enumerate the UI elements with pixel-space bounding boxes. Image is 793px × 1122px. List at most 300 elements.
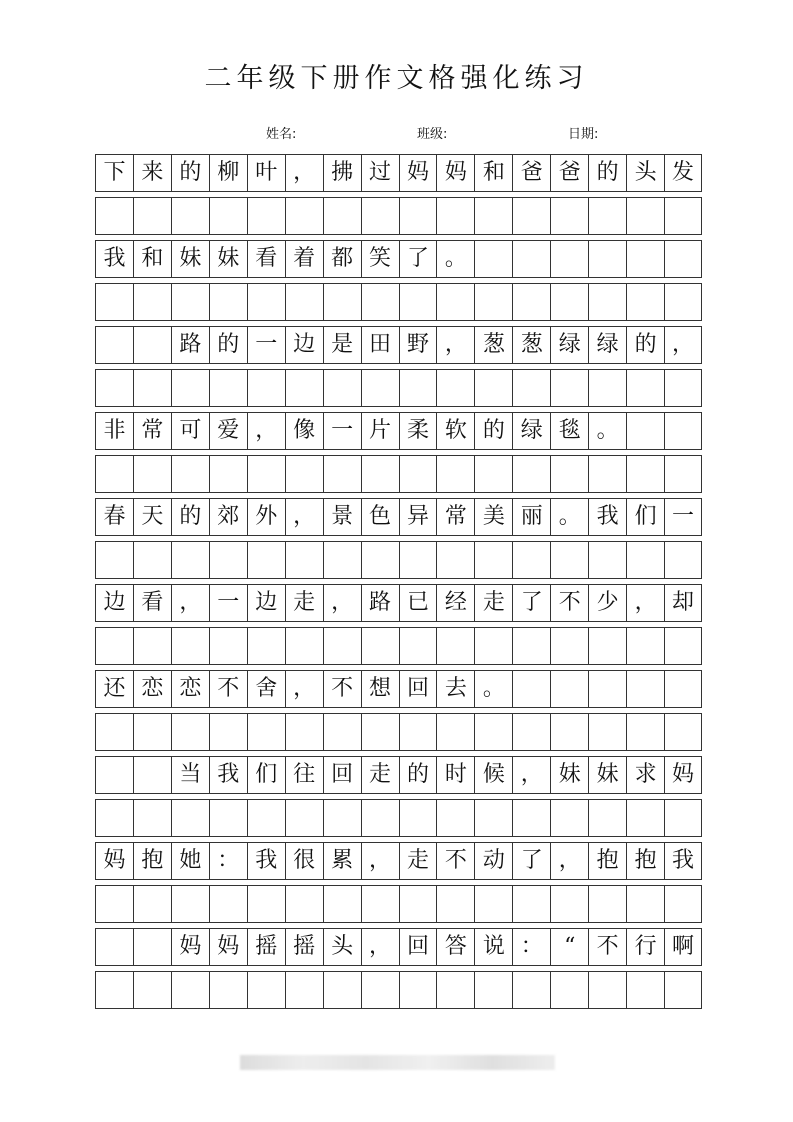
- grid-cell: 我: [209, 757, 247, 793]
- grid-cell: 行: [626, 929, 664, 965]
- grid-cell: [209, 886, 247, 922]
- grid-cell: [323, 886, 361, 922]
- grid-cell: [550, 800, 588, 836]
- grid-cell: ，: [247, 413, 285, 449]
- grid-cell: 异: [399, 499, 437, 535]
- grid-row: [95, 326, 702, 364]
- grid-cell: [436, 456, 474, 492]
- grid-cell: [361, 542, 399, 578]
- grid-cell: [664, 241, 702, 277]
- grid-cell: [361, 370, 399, 406]
- grid-cell: [171, 542, 209, 578]
- grid-cell: 。: [436, 241, 474, 277]
- grid-cell: 。: [474, 671, 512, 707]
- grid-cell: 不: [323, 671, 361, 707]
- grid-cell: [399, 800, 437, 836]
- grid-cell: [247, 714, 285, 750]
- grid-cell: 的: [209, 327, 247, 363]
- grid-cell: 已: [399, 585, 437, 621]
- grid-cell: [399, 714, 437, 750]
- grid-cell: 绿: [588, 327, 626, 363]
- grid-cell: [399, 972, 437, 1008]
- grid-cell: 一: [664, 499, 702, 535]
- grid-cell: 求: [626, 757, 664, 793]
- page-title: 二年级下册作文格强化练习: [204, 63, 589, 94]
- grid-cell: [512, 370, 550, 406]
- grid-cell: [399, 542, 437, 578]
- grid-cell: [323, 972, 361, 1008]
- grid-cell: 妹: [171, 241, 209, 277]
- grid-cell: 妹: [588, 757, 626, 793]
- grid-cell: [474, 628, 512, 664]
- grid-cell: [171, 972, 209, 1008]
- grid-cell: [133, 456, 171, 492]
- grid-row: [95, 197, 702, 235]
- grid-cell: 景: [323, 499, 361, 535]
- grid-cell: [285, 370, 323, 406]
- grid-cell: [209, 800, 247, 836]
- grid-row: [95, 412, 702, 450]
- grid-cell: 了: [399, 241, 437, 277]
- grid-cell: 发: [664, 155, 702, 191]
- grid-cell: [664, 886, 702, 922]
- grid-cell: [512, 714, 550, 750]
- grid-cell: [588, 671, 626, 707]
- grid-cell: [323, 456, 361, 492]
- grid-cell: [95, 542, 133, 578]
- grid-cell: [626, 456, 664, 492]
- grid-cell: [171, 198, 209, 234]
- grid-cell: [133, 757, 171, 793]
- grid-cell: 回: [323, 757, 361, 793]
- grid-cell: [285, 284, 323, 320]
- grid-cell: [550, 456, 588, 492]
- grid-cell: 还: [95, 671, 133, 707]
- grid-cell: [436, 714, 474, 750]
- grid-cell: 的: [474, 413, 512, 449]
- grid-cell: [626, 972, 664, 1008]
- grid-cell: [588, 972, 626, 1008]
- grid-cell: 妈: [664, 757, 702, 793]
- grid-cell: 边: [285, 327, 323, 363]
- grid-cell: 和: [474, 155, 512, 191]
- grid-cell: 走: [361, 757, 399, 793]
- grid-cell: [626, 714, 664, 750]
- grid-cell: 绿: [550, 327, 588, 363]
- grid-cell: [626, 413, 664, 449]
- grid-row: [95, 885, 702, 923]
- grid-cell: ，: [626, 585, 664, 621]
- grid-cell: [323, 542, 361, 578]
- grid-cell: [247, 972, 285, 1008]
- grid-cell: [399, 886, 437, 922]
- grid-cell: 的: [171, 499, 209, 535]
- grid-cell: [626, 370, 664, 406]
- grid-cell: 一: [323, 413, 361, 449]
- grid-cell: [133, 628, 171, 664]
- grid-row: [95, 154, 702, 192]
- grid-cell: ，: [436, 327, 474, 363]
- grid-cell: 时: [436, 757, 474, 793]
- grid-cell: 累: [323, 843, 361, 879]
- grid-cell: 们: [626, 499, 664, 535]
- grid-cell: [474, 241, 512, 277]
- grid-cell: [550, 972, 588, 1008]
- grid-cell: 妈: [399, 155, 437, 191]
- grid-cell: [95, 327, 133, 363]
- grid-row: [95, 498, 702, 536]
- grid-cell: 恋: [133, 671, 171, 707]
- grid-cell: 。: [550, 499, 588, 535]
- grid-cell: 她: [171, 843, 209, 879]
- grid-cell: [512, 284, 550, 320]
- grid-cell: 软: [436, 413, 474, 449]
- grid-cell: [474, 972, 512, 1008]
- grid-cell: “: [550, 929, 588, 965]
- grid-cell: [171, 714, 209, 750]
- grid-cell: [550, 671, 588, 707]
- grid-cell: ：: [209, 843, 247, 879]
- grid-cell: 毯: [550, 413, 588, 449]
- grid-cell: 柳: [209, 155, 247, 191]
- grid-row: [95, 455, 702, 493]
- grid-cell: 回: [399, 929, 437, 965]
- grid-cell: [588, 284, 626, 320]
- grid-cell: 一: [209, 585, 247, 621]
- grid-row: [95, 240, 702, 278]
- grid-cell: [512, 671, 550, 707]
- grid-cell: [626, 198, 664, 234]
- grid-cell: [209, 972, 247, 1008]
- grid-cell: [588, 456, 626, 492]
- grid-cell: 却: [664, 585, 702, 621]
- grid-row: [95, 799, 702, 837]
- grid-cell: 边: [247, 585, 285, 621]
- grid-cell: [626, 671, 664, 707]
- grid-cell: 外: [247, 499, 285, 535]
- grid-cell: ，: [285, 155, 323, 191]
- grid-cell: [664, 198, 702, 234]
- grid-cell: 很: [285, 843, 323, 879]
- grid-cell: [664, 370, 702, 406]
- grid-cell: 边: [95, 585, 133, 621]
- grid-cell: [285, 714, 323, 750]
- grid-cell: 去: [436, 671, 474, 707]
- grid-cell: [664, 800, 702, 836]
- grid-cell: [588, 542, 626, 578]
- grid-cell: [436, 542, 474, 578]
- grid-cell: 我: [664, 843, 702, 879]
- grid-cell: [95, 886, 133, 922]
- grid-cell: 是: [323, 327, 361, 363]
- grid-cell: [361, 456, 399, 492]
- grid-cell: 爱: [209, 413, 247, 449]
- grid-cell: [95, 972, 133, 1008]
- grid-cell: 的: [399, 757, 437, 793]
- grid-cell: [436, 284, 474, 320]
- grid-cell: 我: [247, 843, 285, 879]
- grid-cell: [247, 886, 285, 922]
- grid-cell: [512, 800, 550, 836]
- grid-cell: [95, 284, 133, 320]
- grid-cell: 路: [361, 585, 399, 621]
- grid-cell: 了: [512, 843, 550, 879]
- grid-cell: [133, 327, 171, 363]
- grid-cell: [588, 370, 626, 406]
- grid-cell: 丽: [512, 499, 550, 535]
- grid-cell: [323, 198, 361, 234]
- grid-cell: ：: [512, 929, 550, 965]
- grid-cell: [436, 628, 474, 664]
- grid-cell: [664, 972, 702, 1008]
- grid-cell: 回: [399, 671, 437, 707]
- grid-cell: 常: [133, 413, 171, 449]
- grid-cell: [664, 284, 702, 320]
- grid-cell: [550, 886, 588, 922]
- grid-cell: [512, 198, 550, 234]
- grid-cell: [133, 886, 171, 922]
- grid-cell: [512, 628, 550, 664]
- grid-cell: [550, 542, 588, 578]
- grid-cell: ，: [361, 843, 399, 879]
- grid-cell: [133, 714, 171, 750]
- grid-cell: [323, 800, 361, 836]
- grid-cell: [323, 284, 361, 320]
- grid-cell: ，: [512, 757, 550, 793]
- grid-cell: [285, 886, 323, 922]
- grid-cell: 来: [133, 155, 171, 191]
- grid-cell: [512, 241, 550, 277]
- grid-cell: 的: [626, 327, 664, 363]
- grid-cell: [512, 542, 550, 578]
- grid-cell: [436, 972, 474, 1008]
- grid-cell: 经: [436, 585, 474, 621]
- grid-cell: 葱: [474, 327, 512, 363]
- grid-cell: 动: [474, 843, 512, 879]
- grid-cell: 柔: [399, 413, 437, 449]
- grid-row: [95, 928, 702, 966]
- grid-cell: 们: [247, 757, 285, 793]
- blurred-footer-watermark: [240, 1055, 555, 1070]
- grid-cell: 妈: [436, 155, 474, 191]
- grid-cell: [361, 198, 399, 234]
- grid-row: [95, 971, 702, 1009]
- grid-cell: [95, 198, 133, 234]
- grid-cell: [361, 284, 399, 320]
- grid-cell: [209, 542, 247, 578]
- grid-cell: [588, 628, 626, 664]
- grid-cell: [588, 800, 626, 836]
- grid-cell: [436, 370, 474, 406]
- grid-cell: 妈: [171, 929, 209, 965]
- grid-cell: [133, 800, 171, 836]
- grid-cell: 走: [474, 585, 512, 621]
- grid-cell: 抱: [133, 843, 171, 879]
- grid-cell: [626, 886, 664, 922]
- grid-cell: [323, 370, 361, 406]
- grid-cell: 摇: [285, 929, 323, 965]
- grid-row: [95, 713, 702, 751]
- grid-cell: 说: [474, 929, 512, 965]
- grid-cell: 常: [436, 499, 474, 535]
- grid-cell: 往: [285, 757, 323, 793]
- grid-cell: [399, 284, 437, 320]
- grid-cell: 郊: [209, 499, 247, 535]
- grid-cell: [474, 456, 512, 492]
- grid-cell: 色: [361, 499, 399, 535]
- grid-cell: 不: [588, 929, 626, 965]
- grid-cell: 美: [474, 499, 512, 535]
- grid-cell: [95, 456, 133, 492]
- grid-cell: 妈: [209, 929, 247, 965]
- grid-cell: 着: [285, 241, 323, 277]
- grid-cell: [664, 671, 702, 707]
- grid-cell: 当: [171, 757, 209, 793]
- grid-cell: 了: [512, 585, 550, 621]
- grid-cell: [171, 628, 209, 664]
- grid-cell: ，: [285, 499, 323, 535]
- grid-cell: 拂: [323, 155, 361, 191]
- grid-cell: 摇: [247, 929, 285, 965]
- grid-cell: [664, 714, 702, 750]
- grid-cell: 非: [95, 413, 133, 449]
- grid-cell: [209, 198, 247, 234]
- grid-cell: [247, 284, 285, 320]
- grid-cell: [550, 284, 588, 320]
- grid-row: [95, 627, 702, 665]
- grid-cell: [550, 198, 588, 234]
- grid-cell: [285, 972, 323, 1008]
- grid-cell: 的: [588, 155, 626, 191]
- grid-cell: 啊: [664, 929, 702, 965]
- grid-cell: [474, 886, 512, 922]
- grid-cell: [285, 198, 323, 234]
- grid-cell: 走: [399, 843, 437, 879]
- grid-cell: 片: [361, 413, 399, 449]
- grid-cell: 。: [588, 413, 626, 449]
- grid-cell: ，: [550, 843, 588, 879]
- grid-cell: 妹: [209, 241, 247, 277]
- grid-cell: 的: [171, 155, 209, 191]
- grid-cell: [474, 714, 512, 750]
- grid-cell: [361, 800, 399, 836]
- grid-cell: ，: [664, 327, 702, 363]
- grid-cell: [95, 929, 133, 965]
- grid-cell: 头: [323, 929, 361, 965]
- grid-cell: [399, 198, 437, 234]
- grid-cell: [247, 628, 285, 664]
- grid-cell: [133, 542, 171, 578]
- grid-cell: 都: [323, 241, 361, 277]
- grid-cell: 走: [285, 585, 323, 621]
- grid-cell: [626, 800, 664, 836]
- grid-row: [95, 842, 702, 880]
- grid-cell: [512, 972, 550, 1008]
- grid-cell: [247, 370, 285, 406]
- grid-cell: [436, 198, 474, 234]
- grid-cell: [588, 241, 626, 277]
- grid-cell: 天: [133, 499, 171, 535]
- grid-cell: [588, 714, 626, 750]
- grid-cell: 我: [588, 499, 626, 535]
- grid-cell: ，: [171, 585, 209, 621]
- grid-cell: [550, 628, 588, 664]
- grid-cell: [95, 628, 133, 664]
- grid-cell: [247, 456, 285, 492]
- grid-cell: 不: [436, 843, 474, 879]
- grid-cell: [285, 628, 323, 664]
- grid-cell: 像: [285, 413, 323, 449]
- grid-cell: [664, 628, 702, 664]
- grid-cell: 一: [247, 327, 285, 363]
- grid-cell: 葱: [512, 327, 550, 363]
- grid-cell: [171, 284, 209, 320]
- grid-cell: [664, 413, 702, 449]
- grid-cell: [588, 886, 626, 922]
- grid-cell: 我: [95, 241, 133, 277]
- grid-cell: [361, 628, 399, 664]
- grid-cell: [247, 542, 285, 578]
- grid-row: [95, 584, 702, 622]
- grid-cell: 笑: [361, 241, 399, 277]
- grid-cell: 爸: [550, 155, 588, 191]
- grid-cell: [133, 198, 171, 234]
- name-label: 姓名:: [266, 127, 297, 142]
- grid-cell: [474, 542, 512, 578]
- grid-cell: 和: [133, 241, 171, 277]
- grid-cell: 看: [133, 585, 171, 621]
- grid-cell: [361, 714, 399, 750]
- grid-cell: [133, 929, 171, 965]
- grid-cell: 答: [436, 929, 474, 965]
- grid-cell: 不: [550, 585, 588, 621]
- grid-cell: [209, 628, 247, 664]
- grid-cell: [436, 800, 474, 836]
- grid-cell: [664, 542, 702, 578]
- grid-cell: [550, 370, 588, 406]
- grid-cell: 妹: [550, 757, 588, 793]
- grid-cell: 田: [361, 327, 399, 363]
- grid-cell: [171, 370, 209, 406]
- grid-cell: 爸: [512, 155, 550, 191]
- grid-cell: [399, 456, 437, 492]
- grid-cell: [361, 886, 399, 922]
- grid-cell: [474, 198, 512, 234]
- grid-cell: 舍: [247, 671, 285, 707]
- grid-cell: [209, 456, 247, 492]
- grid-row: [95, 541, 702, 579]
- grid-cell: [171, 886, 209, 922]
- grid-cell: 绿: [512, 413, 550, 449]
- grid-cell: [436, 886, 474, 922]
- grid-cell: 抱: [626, 843, 664, 879]
- grid-cell: ，: [285, 671, 323, 707]
- grid-row: [95, 670, 702, 708]
- class-label: 班级:: [417, 127, 448, 142]
- grid-cell: [474, 800, 512, 836]
- grid-cell: 看: [247, 241, 285, 277]
- grid-cell: [399, 370, 437, 406]
- grid-cell: [133, 972, 171, 1008]
- grid-cell: [209, 284, 247, 320]
- grid-cell: [247, 198, 285, 234]
- grid-cell: 恋: [171, 671, 209, 707]
- grid-row: [95, 756, 702, 794]
- grid-cell: [361, 972, 399, 1008]
- grid-cell: [626, 542, 664, 578]
- grid-cell: 抱: [588, 843, 626, 879]
- grid-cell: [285, 542, 323, 578]
